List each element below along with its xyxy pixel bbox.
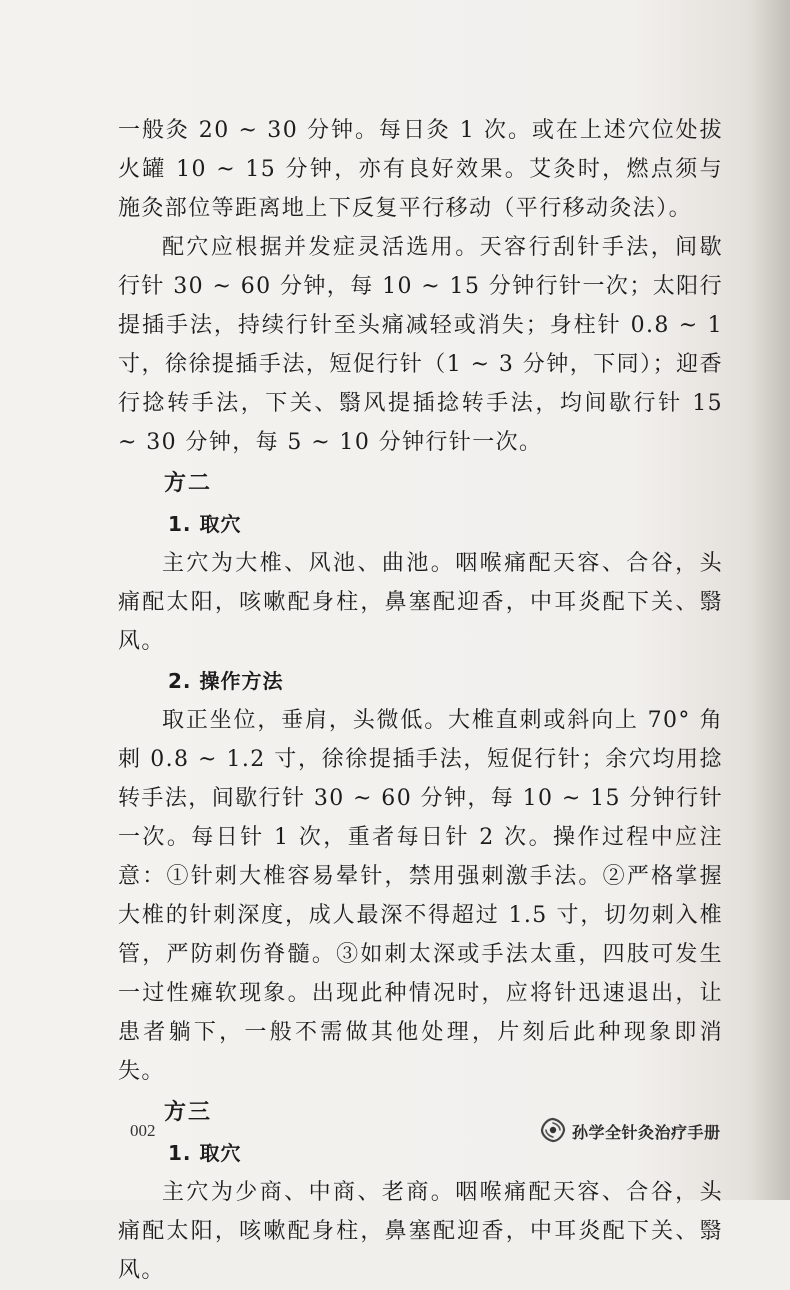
book-title: 孙学全针灸治疗手册 [572, 1123, 721, 1142]
paragraph-acupoints-fang-san: 主穴为少商、中商、老商。咽喉痛配天容、合谷，头痛配太阳，咳嗽配身柱，鼻塞配迎香，中耳炎配下关、翳风。 [118, 1180, 723, 1283]
page-number: 002 [130, 1121, 156, 1140]
paragraph-operation-fang-er: 取正坐位，垂肩，头微低。大椎直刺或斜向上 70° 角刺 0.8 ~ 1.2 寸，徐徐提插手法，短促行针；余穴均用捻转手法，间歇行针 30 ~ 60 分钟，每 10 ~ 15 分钟行针一次。每日针 1 次，重者每日针 2 次。操作过程中应注意：①针刺大椎容易晕针，禁用强刺激手法。②严格掌握大椎的针刺深度，成人最深不得超过 1.5 寸，切勿刺入椎管，严防刺伤脊髓。③如刺太深或手法太重，四肢可发生一过性瘫软现象。出现此种情况时，应将针迅速退出，让患者躺下，一般不需做其他处理，片刻后此种现象即消失。 [118, 708, 723, 1084]
paragraph-moxibustion: 一般灸 20 ~ 30 分钟。每日灸 1 次。或在上述穴位处拔火罐 10 ~ 15 分钟，亦有良好效果。艾灸时，燃点须与施灸部位等距离地上下反复平行移动（平行移动灸法）。 [118, 118, 723, 221]
subheading-operation-method: 2. 操作方法 [168, 669, 284, 693]
subheading-acupoint-selection-fang-san: 1. 取穴 [168, 1141, 242, 1165]
paragraph-point-selection: 配穴应根据并发症灵活选用。天容行刮针手法，间歇行针 30 ~ 60 分钟，每 10 ~ 15 分钟行针一次；太阳行提插手法，持续行针至头痛减轻或消失；身柱针 0.8 ~ 1 寸，徐徐提插手法，短促行针（1 ~ 3 分钟，下同）；迎香行捻转手法，下关、翳风提插捻转手法，均间歇行针 15 ~ 30 分钟，每 5 ~ 10 分钟行针一次。 [118, 235, 723, 455]
section-heading-fang-er: 方二 [164, 471, 213, 496]
section-heading-fang-san: 方三 [164, 1100, 213, 1125]
subheading-acupoint-selection: 1. 取穴 [168, 512, 242, 536]
page-body [118, 111, 723, 1290]
page-footer [0, 1115, 790, 1155]
swirl-logo-icon [540, 1117, 566, 1143]
spine-shadow [750, 0, 790, 1200]
paragraph-acupoints-fang-er: 主穴为大椎、风池、曲池。咽喉痛配天容、合谷，头痛配太阳，咳嗽配身柱，鼻塞配迎香，中耳炎配下关、翳风。 [118, 551, 723, 654]
